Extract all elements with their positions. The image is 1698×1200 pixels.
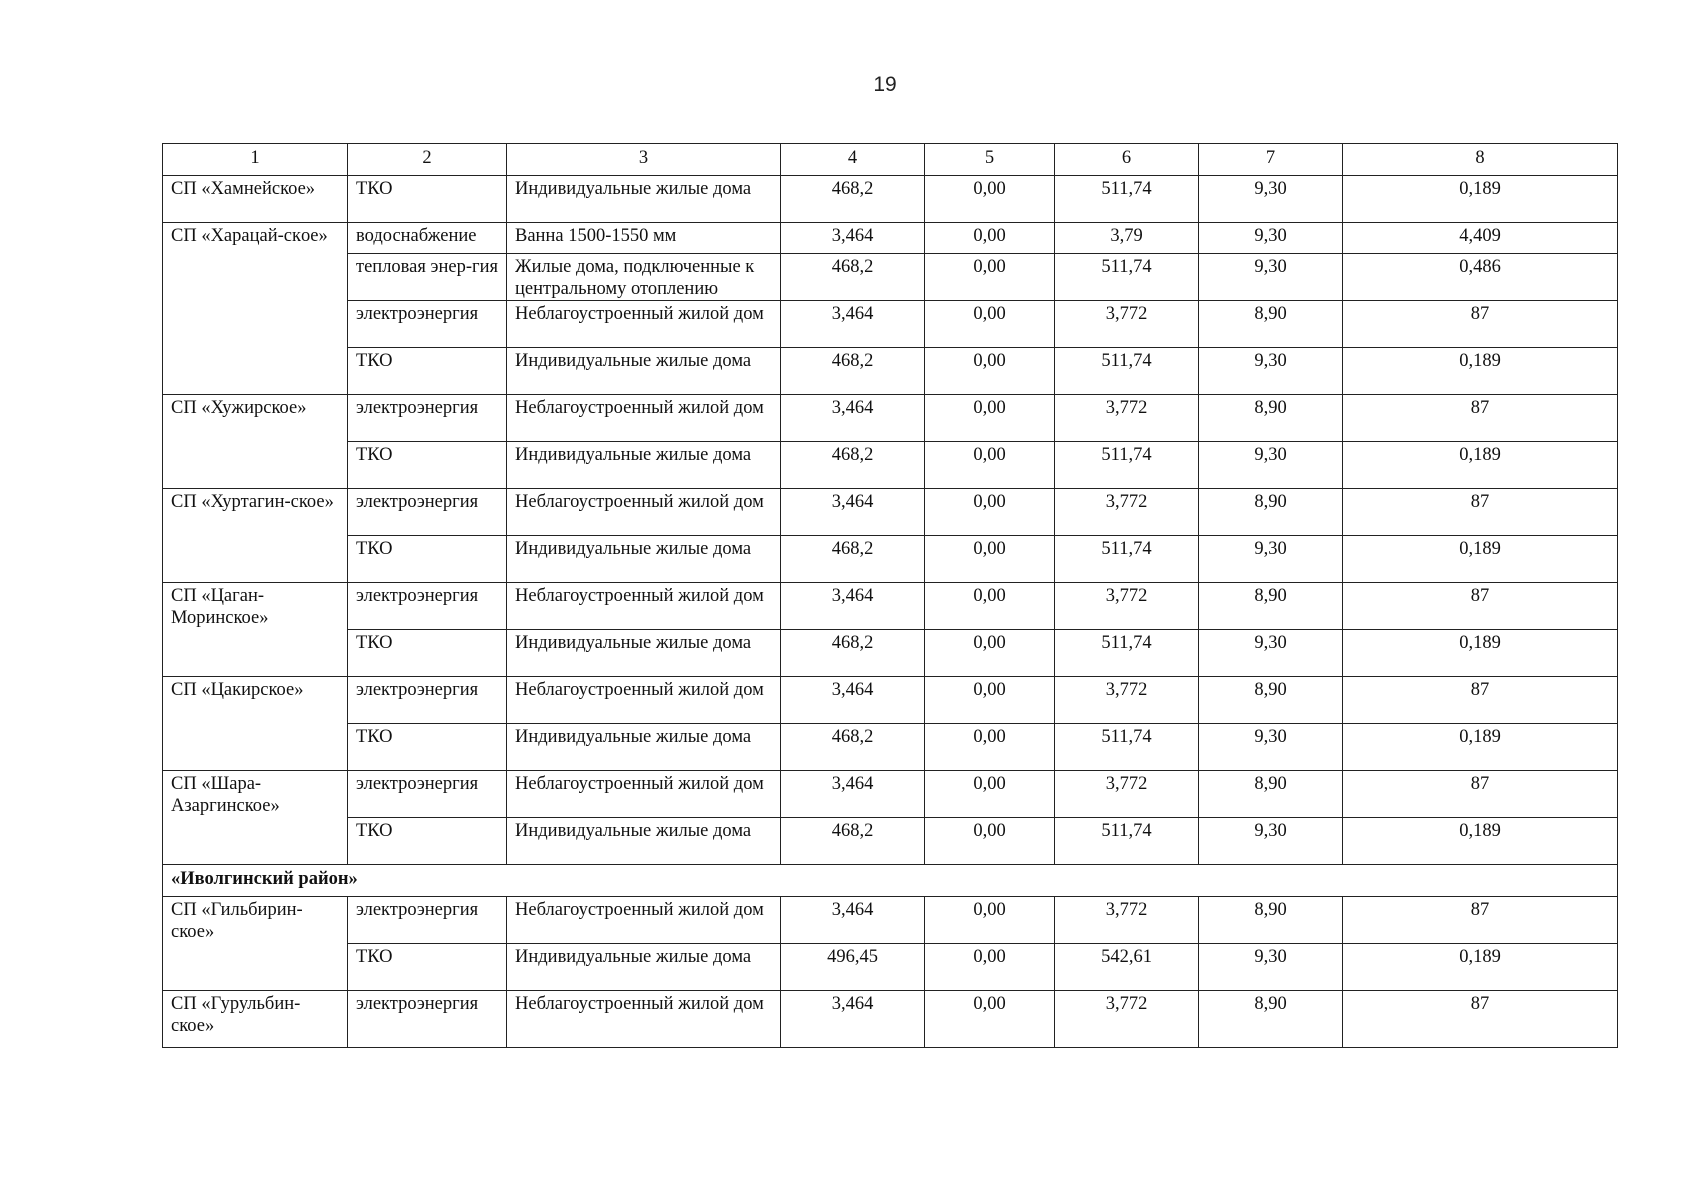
description-cell: Неблагоустроенный жилой дом — [507, 489, 781, 536]
table-row — [163, 254, 1618, 301]
value-cell: 87 — [1343, 677, 1618, 724]
value-cell: 468,2 — [781, 536, 925, 583]
settlement-cell: СП «Хамнейское» — [163, 176, 348, 223]
value-cell: 0,00 — [925, 223, 1055, 254]
value-cell: 3,772 — [1055, 489, 1199, 536]
value-cell: 0,00 — [925, 771, 1055, 818]
service-cell: электроэнергия — [348, 583, 507, 630]
value-cell: 8,90 — [1199, 395, 1343, 442]
table-row — [163, 536, 1618, 583]
table-row — [163, 301, 1618, 348]
settlement-cell: СП «Шара-Азаргинское» — [163, 771, 348, 865]
value-cell: 0,486 — [1343, 254, 1618, 301]
value-cell: 3,464 — [781, 583, 925, 630]
value-cell: 0,00 — [925, 677, 1055, 724]
table-row — [163, 724, 1618, 771]
settlement-cell: СП «Хужирское» — [163, 395, 348, 489]
column-number: 3 — [507, 144, 781, 176]
service-cell: электроэнергия — [348, 771, 507, 818]
value-cell: 468,2 — [781, 176, 925, 223]
value-cell: 87 — [1343, 489, 1618, 536]
value-cell: 9,30 — [1199, 254, 1343, 301]
value-cell: 0,189 — [1343, 442, 1618, 489]
value-cell: 0,00 — [925, 301, 1055, 348]
value-cell: 3,464 — [781, 897, 925, 944]
description-cell: Неблагоустроенный жилой дом — [507, 897, 781, 944]
table-row — [163, 991, 1618, 1048]
table-row — [163, 630, 1618, 677]
table-row — [163, 897, 1618, 944]
settlement-cell: СП «Харацай-скoе» — [163, 223, 348, 395]
column-number: 7 — [1199, 144, 1343, 176]
service-cell: ТКО — [348, 818, 507, 865]
service-cell: электроэнергия — [348, 301, 507, 348]
value-cell: 3,464 — [781, 395, 925, 442]
service-cell: ТКО — [348, 176, 507, 223]
value-cell: 0,00 — [925, 489, 1055, 536]
value-cell: 3,772 — [1055, 771, 1199, 818]
value-cell: 8,90 — [1199, 677, 1343, 724]
value-cell: 9,30 — [1199, 442, 1343, 489]
table-row — [163, 348, 1618, 395]
value-cell: 9,30 — [1199, 223, 1343, 254]
value-cell: 0,00 — [925, 991, 1055, 1048]
value-cell: 8,90 — [1199, 897, 1343, 944]
description-cell: Индивидуальные жилые дома — [507, 442, 781, 489]
value-cell: 0,189 — [1343, 176, 1618, 223]
service-cell: электроэнергия — [348, 991, 507, 1048]
value-cell: 511,74 — [1055, 536, 1199, 583]
value-cell: 468,2 — [781, 254, 925, 301]
value-cell: 3,772 — [1055, 395, 1199, 442]
value-cell: 468,2 — [781, 724, 925, 771]
value-cell: 8,90 — [1199, 583, 1343, 630]
value-cell: 468,2 — [781, 348, 925, 395]
value-cell: 0,189 — [1343, 630, 1618, 677]
service-cell: тепловая энер-гия — [348, 254, 507, 301]
value-cell: 9,30 — [1199, 818, 1343, 865]
value-cell: 0,00 — [925, 630, 1055, 677]
table-row — [163, 818, 1618, 865]
value-cell: 468,2 — [781, 630, 925, 677]
value-cell: 8,90 — [1199, 489, 1343, 536]
table-row — [163, 677, 1618, 724]
value-cell: 0,00 — [925, 395, 1055, 442]
value-cell: 9,30 — [1199, 630, 1343, 677]
description-cell: Неблагоустроенный жилой дом — [507, 771, 781, 818]
value-cell: 0,00 — [925, 254, 1055, 301]
value-cell: 9,30 — [1199, 176, 1343, 223]
service-cell: электроэнергия — [348, 677, 507, 724]
value-cell: 3,464 — [781, 223, 925, 254]
value-cell: 3,772 — [1055, 677, 1199, 724]
value-cell: 87 — [1343, 991, 1618, 1048]
value-cell: 0,00 — [925, 536, 1055, 583]
table-row — [163, 771, 1618, 818]
value-cell: 3,464 — [781, 991, 925, 1048]
value-cell: 0,00 — [925, 818, 1055, 865]
column-number: 1 — [163, 144, 348, 176]
description-cell: Неблагоустроенный жилой дом — [507, 395, 781, 442]
service-cell: электроэнергия — [348, 897, 507, 944]
page-number: 19 — [873, 73, 897, 96]
value-cell: 9,30 — [1199, 724, 1343, 771]
value-cell: 468,2 — [781, 442, 925, 489]
description-cell: Индивидуальные жилые дома — [507, 944, 781, 991]
column-number: 6 — [1055, 144, 1199, 176]
table-row — [163, 489, 1618, 536]
description-cell: Неблагоустроенный жилой дом — [507, 301, 781, 348]
table-row — [163, 442, 1618, 489]
value-cell: 87 — [1343, 583, 1618, 630]
description-cell: Индивидуальные жилые дома — [507, 630, 781, 677]
value-cell: 87 — [1343, 771, 1618, 818]
value-cell: 8,90 — [1199, 771, 1343, 818]
value-cell: 9,30 — [1199, 536, 1343, 583]
value-cell: 3,772 — [1055, 991, 1199, 1048]
description-cell: Индивидуальные жилые дома — [507, 348, 781, 395]
value-cell: 4,409 — [1343, 223, 1618, 254]
description-cell: Жилые дома, подключенные к центральному отоплению — [507, 254, 781, 301]
value-cell: 0,00 — [925, 176, 1055, 223]
settlement-cell: СП «Гильбирин-ское» — [163, 897, 348, 991]
service-cell: водоснабжение — [348, 223, 507, 254]
value-cell: 9,30 — [1199, 348, 1343, 395]
table-row — [163, 395, 1618, 442]
value-cell: 0,189 — [1343, 818, 1618, 865]
tariff-table — [162, 143, 1618, 1048]
description-cell: Индивидуальные жилые дома — [507, 724, 781, 771]
value-cell: 0,189 — [1343, 724, 1618, 771]
service-cell: ТКО — [348, 348, 507, 395]
value-cell: 511,74 — [1055, 442, 1199, 489]
value-cell: 3,772 — [1055, 583, 1199, 630]
value-cell: 8,90 — [1199, 301, 1343, 348]
table-row — [163, 583, 1618, 630]
table-row — [163, 223, 1618, 254]
value-cell: 0,189 — [1343, 348, 1618, 395]
value-cell: 468,2 — [781, 818, 925, 865]
section-title: «Иволгинский район» — [163, 865, 1618, 897]
service-cell: ТКО — [348, 442, 507, 489]
value-cell: 511,74 — [1055, 254, 1199, 301]
column-number: 8 — [1343, 144, 1618, 176]
value-cell: 511,74 — [1055, 630, 1199, 677]
value-cell: 0,00 — [925, 897, 1055, 944]
value-cell: 3,464 — [781, 677, 925, 724]
value-cell: 0,00 — [925, 583, 1055, 630]
value-cell: 0,189 — [1343, 944, 1618, 991]
value-cell: 0,00 — [925, 944, 1055, 991]
section-row — [163, 865, 1618, 897]
value-cell: 511,74 — [1055, 724, 1199, 771]
value-cell: 3,464 — [781, 771, 925, 818]
table-row — [163, 176, 1618, 223]
settlement-cell: СП «Гурульбин-ское» — [163, 991, 348, 1048]
value-cell: 3,79 — [1055, 223, 1199, 254]
description-cell: Неблагоустроенный жилой дом — [507, 991, 781, 1048]
value-cell: 0,00 — [925, 724, 1055, 771]
value-cell: 511,74 — [1055, 348, 1199, 395]
value-cell: 511,74 — [1055, 818, 1199, 865]
description-cell: Индивидуальные жилые дома — [507, 176, 781, 223]
description-cell: Неблагоустроенный жилой дом — [507, 677, 781, 724]
service-cell: ТКО — [348, 536, 507, 583]
value-cell: 3,772 — [1055, 301, 1199, 348]
table-row — [163, 944, 1618, 991]
service-cell: ТКО — [348, 630, 507, 677]
value-cell: 0,189 — [1343, 536, 1618, 583]
column-number: 4 — [781, 144, 925, 176]
settlement-cell: СП «Цакирское» — [163, 677, 348, 771]
value-cell: 542,61 — [1055, 944, 1199, 991]
value-cell: 3,464 — [781, 301, 925, 348]
column-number: 5 — [925, 144, 1055, 176]
column-number-row — [163, 144, 1618, 176]
value-cell: 0,00 — [925, 348, 1055, 395]
description-cell: Ванна 1500-1550 мм — [507, 223, 781, 254]
value-cell: 496,45 — [781, 944, 925, 991]
settlement-cell: СП «Хуртагин-ское» — [163, 489, 348, 583]
value-cell: 0,00 — [925, 442, 1055, 489]
value-cell: 3,464 — [781, 489, 925, 536]
service-cell: электроэнергия — [348, 489, 507, 536]
description-cell: Индивидуальные жилые дома — [507, 536, 781, 583]
value-cell: 87 — [1343, 301, 1618, 348]
service-cell: ТКО — [348, 724, 507, 771]
column-number: 2 — [348, 144, 507, 176]
value-cell: 511,74 — [1055, 176, 1199, 223]
value-cell: 87 — [1343, 395, 1618, 442]
service-cell: ТКО — [348, 944, 507, 991]
service-cell: электроэнергия — [348, 395, 507, 442]
value-cell: 3,772 — [1055, 897, 1199, 944]
value-cell: 87 — [1343, 897, 1618, 944]
description-cell: Индивидуальные жилые дома — [507, 818, 781, 865]
value-cell: 8,90 — [1199, 991, 1343, 1048]
settlement-cell: СП «Цаган-Моринское» — [163, 583, 348, 677]
value-cell: 9,30 — [1199, 944, 1343, 991]
description-cell: Неблагоустроенный жилой дом — [507, 583, 781, 630]
